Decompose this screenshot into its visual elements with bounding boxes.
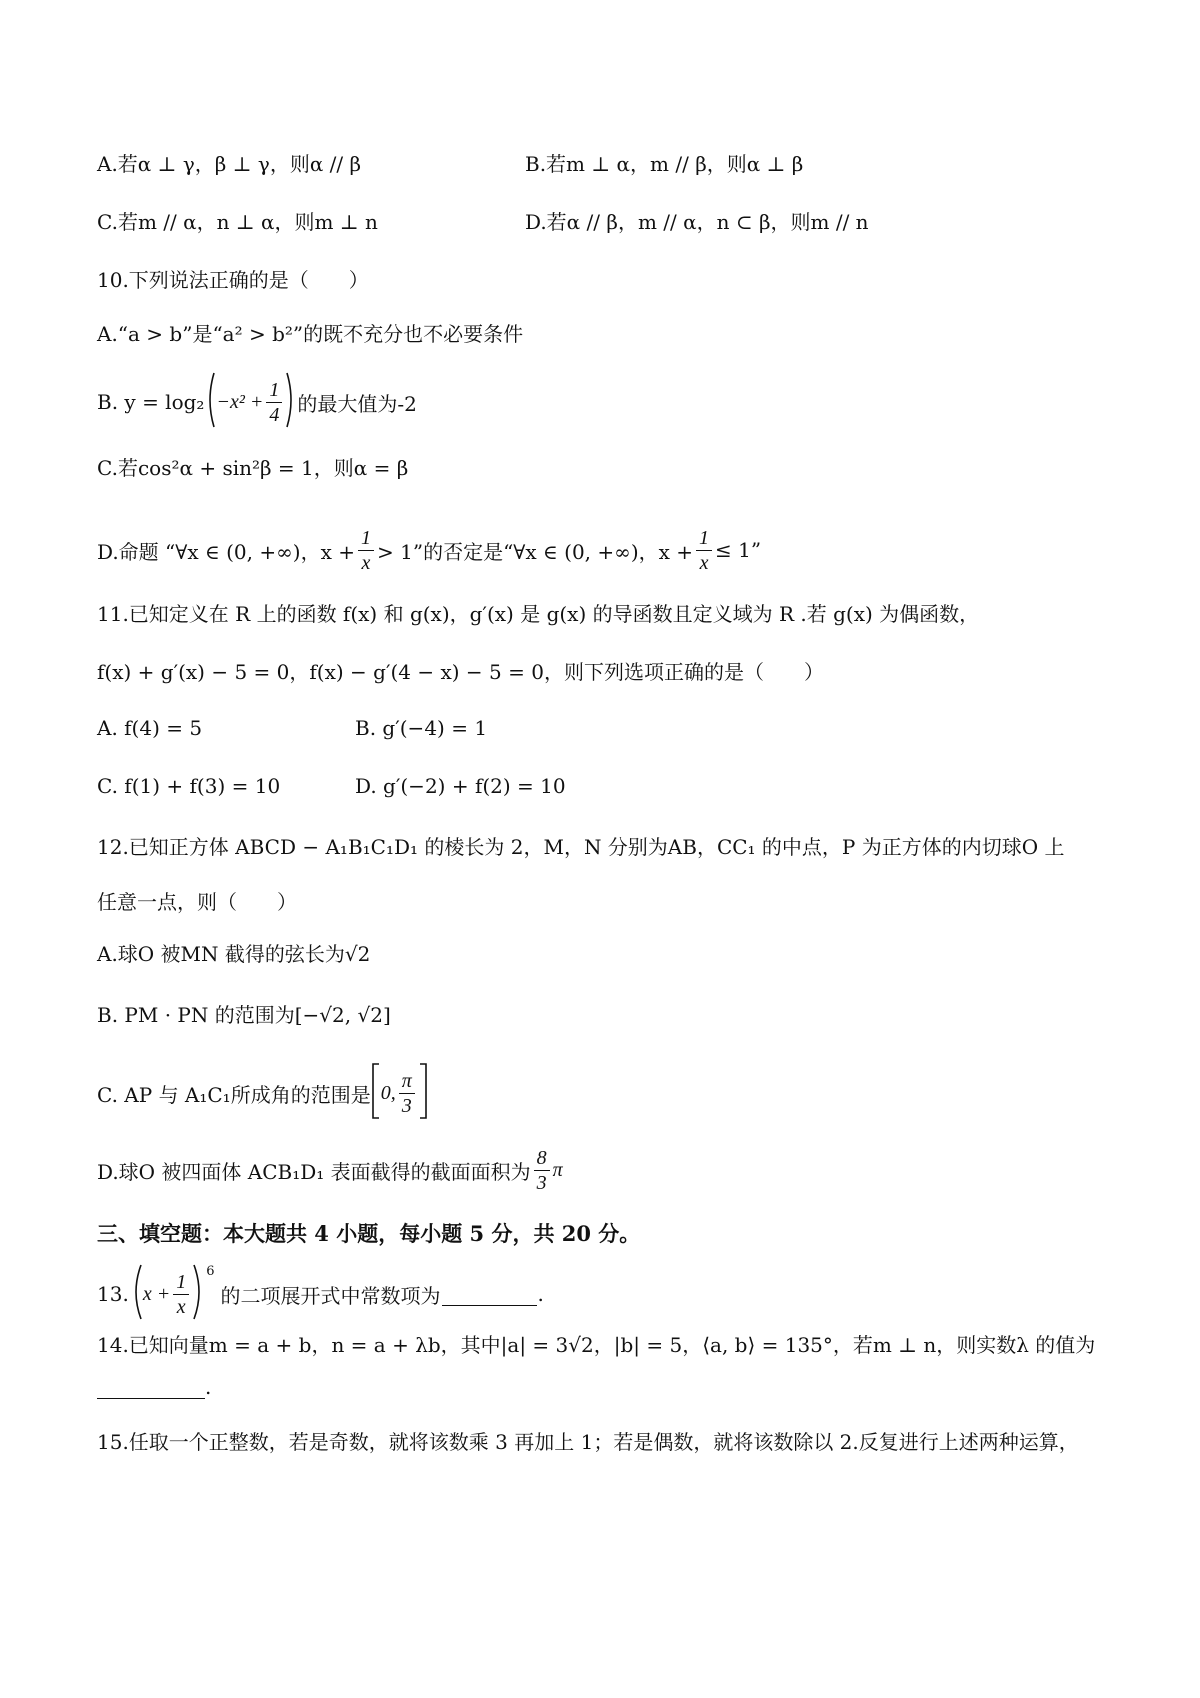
q11-option-b <box>355 708 755 748</box>
left-paren-large <box>129 1263 143 1326</box>
q12-option-c-fraction <box>399 1069 415 1118</box>
fraction-denominator: 4 <box>269 403 280 426</box>
q13-exponent: 6 <box>206 1264 215 1279</box>
q11-stem-line1 <box>97 592 1117 632</box>
q10-option-d-fraction-1 <box>358 526 374 575</box>
q10-option-d-prefix: D.命题 “∀x ∈ (0, +∞)，x + <box>97 539 355 564</box>
q10-option-c-text: C.若cos²α + sin²β = 1，则α = β <box>97 455 409 480</box>
q11-option-d-text: D. g′(−2) + f(2) = 10 <box>355 774 566 798</box>
q10-option-a-text: A.“a > b”是“a² > b²”的既不充分也不必要条件 <box>97 321 524 346</box>
q10-stem-text: 10.下列说法正确的是（ ） <box>97 267 369 292</box>
fraction-denominator: x <box>699 551 709 574</box>
q10-option-b-suffix: 的最大值为-2 <box>297 391 417 416</box>
fraction-numerator: π <box>399 1069 415 1094</box>
q10-option-c <box>97 446 1117 486</box>
q10-option-a <box>97 312 1117 352</box>
q12-stem-line1-text: 12.已知正方体 ABCD − A₁B₁C₁D₁ 的棱长为 2，M，N 分别为AB，CC₁ 的中点，P 为正方体的内切球O 上 <box>97 834 1065 859</box>
q10-option-d-fraction-2 <box>696 526 712 575</box>
right-bracket-large <box>418 1062 428 1125</box>
fraction-numerator: 1 <box>696 526 712 551</box>
q13-end: . <box>537 1282 544 1306</box>
right-paren-large <box>192 1263 206 1326</box>
q15-line1 <box>97 1420 1117 1460</box>
q13-fraction <box>173 1270 189 1319</box>
q11-stem-line2-text: f(x) + g′(x) − 5 = 0，f(x) − g′(4 − x) − 5 = 0，则下列选项正确的是（ ） <box>97 659 824 684</box>
q13-inner: x + <box>142 1282 171 1305</box>
q11-option-b-text: B. g′(−4) = 1 <box>355 716 488 740</box>
q12-option-c <box>97 1063 1117 1123</box>
q12-option-b-text: B. PM · PN 的范围为[−√2, √2] <box>97 1002 391 1027</box>
fraction-denominator: 3 <box>401 1094 412 1117</box>
q13-suffix: 的二项展开式中常数项为 <box>220 1283 441 1308</box>
fraction-numerator: 8 <box>534 1146 550 1171</box>
q10-stem <box>97 258 1117 298</box>
q13 <box>97 1262 1117 1326</box>
q12-option-d-fraction <box>534 1146 550 1195</box>
q12-option-b <box>97 993 1117 1033</box>
section-3-heading-text: 三、填空题：本大题共 4 小题，每小题 5 分，共 20 分。 <box>97 1221 641 1246</box>
left-bracket-large <box>371 1062 381 1125</box>
q9-option-d <box>525 200 1115 240</box>
q14-answer-blank[interactable] <box>97 1376 205 1399</box>
q12-option-c-prefix: C. AP 与 A₁C₁所成角的范围是 <box>97 1082 371 1107</box>
q10-option-d <box>97 520 1117 580</box>
q11-option-c-text: C. f(1) + f(3) = 10 <box>97 774 281 798</box>
q12-stem-line1 <box>97 825 1117 865</box>
q12-option-d <box>97 1140 1117 1200</box>
q12-option-a <box>97 932 1117 972</box>
fraction-denominator: x <box>361 551 371 574</box>
q10-option-d-suffix: ≤ 1” <box>715 538 762 562</box>
q10-option-d-mid: > 1”的否定是“∀x ∈ (0, +∞)，x + <box>377 539 694 564</box>
fraction-denominator: x <box>176 1295 186 1318</box>
q11-option-d <box>355 766 755 806</box>
left-paren-large <box>204 371 216 434</box>
q10-option-b-prefix: B. y = log₂ <box>97 390 205 414</box>
fraction-numerator: 1 <box>266 378 282 403</box>
q14-end: . <box>205 1375 212 1399</box>
q14-line1-text: 14.已知向量m = a + b，n = a + λb，其中|a| = 3√2，|b| = 5，⟨a, b⟩ = 135°，若m ⊥ n，则实数λ 的值为 <box>97 1332 1096 1357</box>
q12-stem-line2 <box>97 880 1117 920</box>
fraction-numerator: 1 <box>173 1270 189 1295</box>
q15-line1-text: 15.任取一个正整数，若是奇数，就将该数乘 3 再加上 1；若是偶数，就将该数除以 2.反复进行上述两种运算， <box>97 1429 1079 1454</box>
q9-option-b-text: B.若m ⊥ α，m // β，则α ⊥ β <box>525 151 804 176</box>
fraction-denominator: 3 <box>536 1171 547 1194</box>
q10-option-b <box>97 372 1117 432</box>
q14-line1 <box>97 1323 1117 1363</box>
q13-answer-blank[interactable] <box>442 1283 537 1306</box>
q14-line2 <box>97 1367 1117 1407</box>
q12-stem-line2-text: 任意一点，则（ ） <box>97 889 297 914</box>
q10-option-b-fraction <box>266 378 282 427</box>
q11-stem-line2 <box>97 650 1117 690</box>
right-paren-large <box>285 371 297 434</box>
q12-option-c-interval-left: 0, <box>380 1081 396 1104</box>
q9-option-b <box>525 142 1115 182</box>
fraction-numerator: 1 <box>358 526 374 551</box>
section-3-heading <box>97 1213 1117 1253</box>
q9-option-d-text: D.若α // β，m // α，n ⊂ β，则m // n <box>525 209 869 234</box>
q10-option-b-inner: −x² + <box>216 390 264 413</box>
q12-option-d-prefix: D.球O 被四面体 ACB₁D₁ 表面截得的截面面积为 <box>97 1159 531 1184</box>
q11-stem-line1-text: 11.已知定义在 R 上的函数 f(x) 和 g(x)，g′(x) 是 g(x) 的导函数且定义域为 R .若 g(x) 为偶函数， <box>97 601 980 626</box>
q13-number: 13. <box>97 1282 129 1306</box>
q9-option-c-text: C.若m // α，n ⊥ α，则m ⊥ n <box>97 209 378 234</box>
q12-option-a-text: A.球O 被MN 截得的弦长为√2 <box>97 941 371 966</box>
q12-option-d-suffix: π <box>552 1158 563 1181</box>
q9-option-a-text: A.若α ⊥ γ，β ⊥ γ，则α // β <box>97 151 362 176</box>
q11-option-a-text: A. f(4) = 5 <box>97 716 203 740</box>
